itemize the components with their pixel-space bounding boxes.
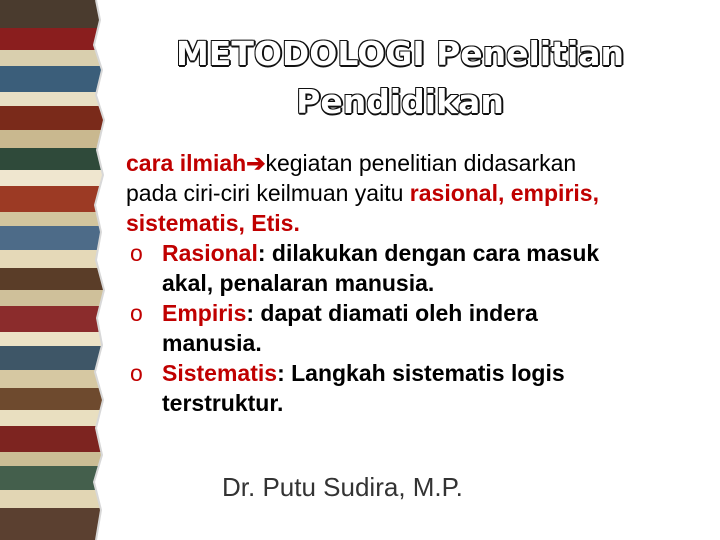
bullet-marker: o (130, 240, 143, 266)
intro-red1: rasional, empiris, (409, 180, 599, 206)
author-name: Dr. Putu Sudira, M.P. (222, 472, 463, 502)
arrow-icon: ➔ (246, 150, 266, 176)
slide-title (120, 30, 680, 126)
intro-lead: cara ilmiah (126, 150, 247, 176)
bullet-item (126, 238, 696, 298)
bullet-desc2: akal, penalaran manusia. (162, 270, 435, 296)
slide-title-line1: METODOLOGI Penelitian (175, 34, 625, 73)
slide-title-line2: Pendidikan (296, 82, 504, 121)
intro-text2: pada ciri-ciri keilmuan yaitu (126, 180, 410, 206)
bullet-desc2: terstruktur. (162, 390, 284, 416)
bullet-item (126, 298, 696, 358)
torn-paper-edge (84, 0, 124, 540)
bullet-desc2: manusia. (162, 330, 262, 356)
bullet-term: Sistematis (162, 360, 278, 386)
bullet-term: Rasional (162, 240, 258, 266)
bullet-marker: o (130, 300, 143, 326)
bullet-item (126, 358, 696, 418)
bullet-marker: o (130, 360, 143, 386)
intro-line-1 (126, 148, 696, 178)
intro-line-3 (126, 208, 696, 238)
bullet-term: Empiris (162, 300, 247, 326)
bullet-desc1: : dapat diamati oleh indera (246, 300, 538, 326)
bullet-desc1: : dilakukan dengan cara masuk (257, 240, 600, 266)
intro-text1: kegiatan penelitian didasarkan (265, 150, 577, 176)
slide-body (126, 148, 696, 418)
intro-red2: sistematis, Etis. (126, 210, 300, 236)
intro-line-2 (126, 178, 696, 208)
bullet-desc1: : Langkah sistematis logis (277, 360, 565, 386)
